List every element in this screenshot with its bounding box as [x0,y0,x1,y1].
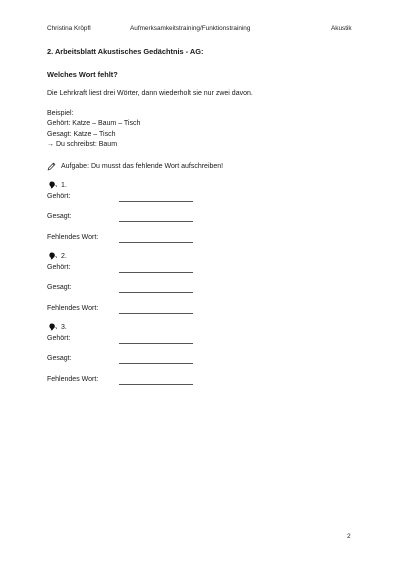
example-heard: Gehört: Katze – Baum – Tisch [47,120,141,127]
heard-answer-line[interactable] [119,336,193,344]
exercise-number: 3. [61,323,67,331]
speaker-icon [47,323,57,331]
speaker-icon [47,181,57,189]
missing-word-label: Fehlendes Wort: [47,234,99,241]
task-instruction [47,162,223,171]
header-course: Aufmerksamkeitstraining/Funktionstraining [130,25,251,32]
heard-label: Gehört: [47,264,71,271]
heard-answer-line[interactable] [119,194,193,202]
exercise-number-row [47,181,67,189]
task-text: Aufgabe: Du musst das fehlende Wort aufschreiben! [61,163,224,170]
header-author: Christina Kröpfl [47,25,91,32]
intro-text: Die Lehrkraft liest drei Wörter, dann wiederholt sie nur zwei davon. [47,90,253,97]
said-label: Gesagt: [47,284,72,291]
exercise-number-row [47,323,67,331]
missing-word-label: Fehlendes Wort: [47,305,99,312]
example-result: → Du schreibst: Baum [47,141,118,148]
example-said: Gesagt: Katze – Tisch [47,131,116,138]
page-number: 2 [347,533,351,540]
said-answer-line[interactable] [119,356,193,364]
said-label: Gesagt: [47,355,72,362]
said-label: Gesagt: [47,213,72,220]
exercise-number: 2. [61,252,67,260]
worksheet-question: Welches Wort fehlt? [47,70,118,79]
pencil-icon [47,162,56,171]
heard-answer-line[interactable] [119,265,193,273]
speaker-icon [47,252,57,260]
example-label: Beispiel: [47,110,74,117]
heard-label: Gehört: [47,335,71,342]
missing-word-answer-line[interactable] [119,235,193,243]
heard-label: Gehört: [47,193,71,200]
worksheet-title: 2. Arbeitsblatt Akustisches Gedächtnis - AG: [47,47,204,56]
said-answer-line[interactable] [119,285,193,293]
missing-word-label: Fehlendes Wort: [47,376,99,383]
missing-word-answer-line[interactable] [119,377,193,385]
exercise-number: 1. [61,181,67,189]
said-answer-line[interactable] [119,214,193,222]
exercise-number-row [47,252,67,260]
missing-word-answer-line[interactable] [119,306,193,314]
header-subject: Akustik [331,25,352,32]
